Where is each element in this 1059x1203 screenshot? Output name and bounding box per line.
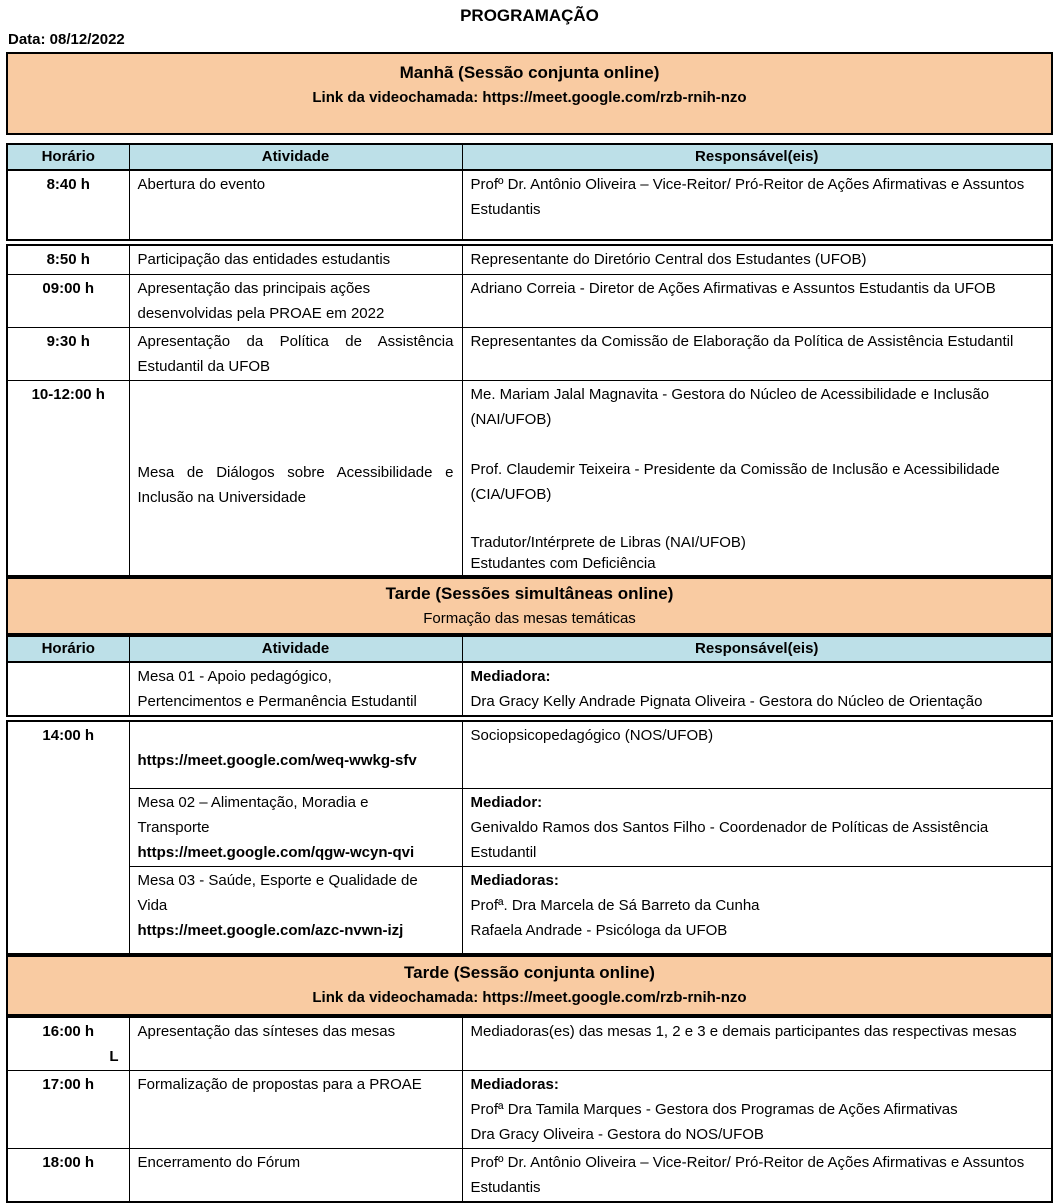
activity-line: Mesa 03 - Saúde, Esporte e Qualidade de	[137, 872, 418, 889]
table-row-0840	[7, 170, 1052, 240]
time-cell: 9:30 h	[7, 328, 129, 381]
meet-link: https://meet.google.com/azc-nvwn-izj	[137, 922, 404, 939]
responsible-line: Tradutor/Intérprete de Libras (NAI/UFOB)	[470, 534, 746, 551]
banner-afternoon-joint	[6, 955, 1053, 1016]
header-atividade: Atividade	[129, 636, 462, 662]
responsible-line: Dra Gracy Kelly Andrade Pignata Oliveira - Gestora do Núcleo de Orientação	[470, 693, 983, 710]
time-cell: 8:50 h	[7, 245, 129, 275]
banner-morning-session	[6, 52, 1053, 135]
time-note: L	[109, 1048, 119, 1065]
afternoon-table-part2	[6, 720, 1053, 955]
mediator-label: Mediador:	[470, 794, 543, 811]
banner-afternoon-parallel-title: Tarde (Sessões simultâneas online)	[385, 584, 674, 603]
time-cell-merged: 14:00 h	[7, 721, 129, 954]
table-header-row	[7, 144, 1052, 170]
responsible-line: Estudantes com Deficiência	[470, 555, 656, 572]
banner-afternoon-joint-title: Tarde (Sessão conjunta online)	[404, 963, 655, 982]
morning-table-part1	[6, 143, 1053, 241]
time-cell: 18:00 h	[7, 1149, 129, 1203]
table-row-mesa03	[7, 867, 1052, 955]
header-atividade: Atividade	[129, 144, 462, 170]
activity-line: Transporte	[137, 819, 210, 836]
responsible-line: Profª. Dra Marcela de Sá Barreto da Cunha	[470, 897, 760, 914]
activity-cell	[129, 867, 462, 955]
header-responsavel: Responsável(eis)	[462, 144, 1052, 170]
activity-line: Mesa 01 - Apoio pedagógico,	[137, 668, 332, 685]
meet-link: https://meet.google.com/weq-wwkg-sfv	[137, 752, 417, 769]
meet-link: https://meet.google.com/qgw-wcyn-qvi	[137, 844, 415, 861]
activity-cell: Formalização de propostas para a PROAE	[129, 1071, 462, 1149]
responsible-cell	[462, 867, 1052, 955]
responsible-cell	[462, 789, 1052, 867]
time-cell: 09:00 h	[7, 275, 129, 328]
responsible-cell: Adriano Correia - Diretor de Ações Afirmativas e Assuntos Estudantis da UFOB	[462, 275, 1052, 328]
responsible-cell: Mediadoras(es) das mesas 1, 2 e 3 e demais participantes das respectivas mesas	[462, 1017, 1052, 1071]
afternoon-table-part1	[6, 635, 1053, 717]
activity-cell	[129, 662, 462, 716]
date-label: Data: 08/12/2022	[8, 31, 125, 48]
activity-cell	[129, 789, 462, 867]
activity-line: Mesa 02 – Alimentação, Moradia e	[137, 794, 369, 811]
mediator-label: Mediadoras:	[470, 872, 559, 889]
page-title: PROGRAMAÇÃO	[460, 6, 599, 25]
responsible-line: Dra Gracy Oliveira - Gestora do NOS/UFOB	[470, 1126, 764, 1143]
mediator-label: Mediadoras:	[470, 1076, 559, 1093]
responsible-cell: Representante do Diretório Central dos Estudantes (UFOB)	[462, 245, 1052, 275]
responsible-cell	[462, 381, 1052, 577]
activity-cell: Apresentação das principais ações desenvolvidas pela PROAE em 2022	[129, 275, 462, 328]
time-cell: 10-12:00 h	[7, 381, 129, 577]
activity-cell: Encerramento do Fórum	[129, 1149, 462, 1203]
table-row-1600	[7, 1017, 1052, 1071]
banner-afternoon-parallel-subtitle: Formação das mesas temáticas	[423, 610, 636, 627]
table-row-1012	[7, 381, 1052, 577]
activity-cell	[129, 381, 462, 577]
activity-line: Pertencimentos e Permanência Estudantil	[137, 693, 417, 710]
banner-afternoon-parallel	[6, 577, 1053, 635]
time-cell	[7, 1017, 129, 1071]
responsible-line: Genivaldo Ramos dos Santos Filho - Coordenador de Políticas de Assistência Estudantil	[470, 819, 989, 861]
morning-table-part2	[6, 244, 1053, 577]
responsible-line: Rafaela Andrade - Psicóloga da UFOB	[470, 922, 728, 939]
table-row-0850	[7, 245, 1052, 275]
header-responsavel: Responsável(eis)	[462, 636, 1052, 662]
time-text: 16:00 h	[42, 1023, 95, 1040]
activity-cell: Participação das entidades estudantis	[129, 245, 462, 275]
time-cell	[7, 662, 129, 716]
responsible-cell: Representantes da Comissão de Elaboração da Política de Assistência Estudantil	[462, 328, 1052, 381]
activity-cell: Apresentação das sínteses das mesas	[129, 1017, 462, 1071]
responsible-line: Prof. Claudemir Teixeira - Presidente da Comissão de Inclusão e Acessibilidade (CIA/UFOB)	[470, 461, 1000, 503]
time-cell: 8:40 h	[7, 170, 129, 240]
table-row-mesa01	[7, 662, 1052, 716]
responsible-cell: Profº Dr. Antônio Oliveira – Vice-Reitor/ Pró-Reitor de Ações Afirmativas e Assuntos Estudantis	[462, 170, 1052, 240]
table-row-0930	[7, 328, 1052, 381]
blank-space	[138, 382, 454, 460]
header-horario: Horário	[7, 636, 129, 662]
activity-cell: Apresentação da Política de Assistência Estudantil da UFOB	[129, 328, 462, 381]
activity-cell	[129, 721, 462, 789]
activity-text: Mesa de Diálogos sobre Acessibilidade e Inclusão na Universidade	[137, 464, 454, 506]
table-row-mesa01-cont	[7, 721, 1052, 789]
responsible-cell: Profº Dr. Antônio Oliveira – Vice-Reitor/ Pró-Reitor de Ações Afirmativas e Assuntos Estudantis	[462, 1149, 1052, 1203]
banner-morning-link: Link da videochamada: https://meet.google.com/rzb-rnih-nzo	[312, 89, 747, 106]
table-row-0900	[7, 275, 1052, 328]
banner-afternoon-joint-link: Link da videochamada: https://meet.google.com/rzb-rnih-nzo	[312, 989, 747, 1006]
responsible-cell: Sociopsicopedagógico (NOS/UFOB)	[462, 721, 1052, 789]
afternoon-joint-table	[6, 1016, 1053, 1203]
responsible-cell	[462, 1071, 1052, 1149]
mediator-label: Mediadora:	[470, 668, 551, 685]
table-row-1700	[7, 1071, 1052, 1149]
activity-line: Vida	[137, 897, 168, 914]
banner-morning-title: Manhã (Sessão conjunta online)	[399, 63, 660, 82]
responsible-line: Me. Mariam Jalal Magnavita - Gestora do Núcleo de Acessibilidade e Inclusão (NAI/UFOB)	[470, 386, 990, 428]
table-header-row	[7, 636, 1052, 662]
activity-cell: Abertura do evento	[129, 170, 462, 240]
table-row-mesa02	[7, 789, 1052, 867]
time-cell: 17:00 h	[7, 1071, 129, 1149]
responsible-line: Profª Dra Tamila Marques - Gestora dos Programas de Ações Afirmativas	[470, 1101, 958, 1118]
blank-space	[138, 723, 454, 748]
responsible-cell	[462, 662, 1052, 716]
header-horario: Horário	[7, 144, 129, 170]
table-row-1800	[7, 1149, 1052, 1203]
